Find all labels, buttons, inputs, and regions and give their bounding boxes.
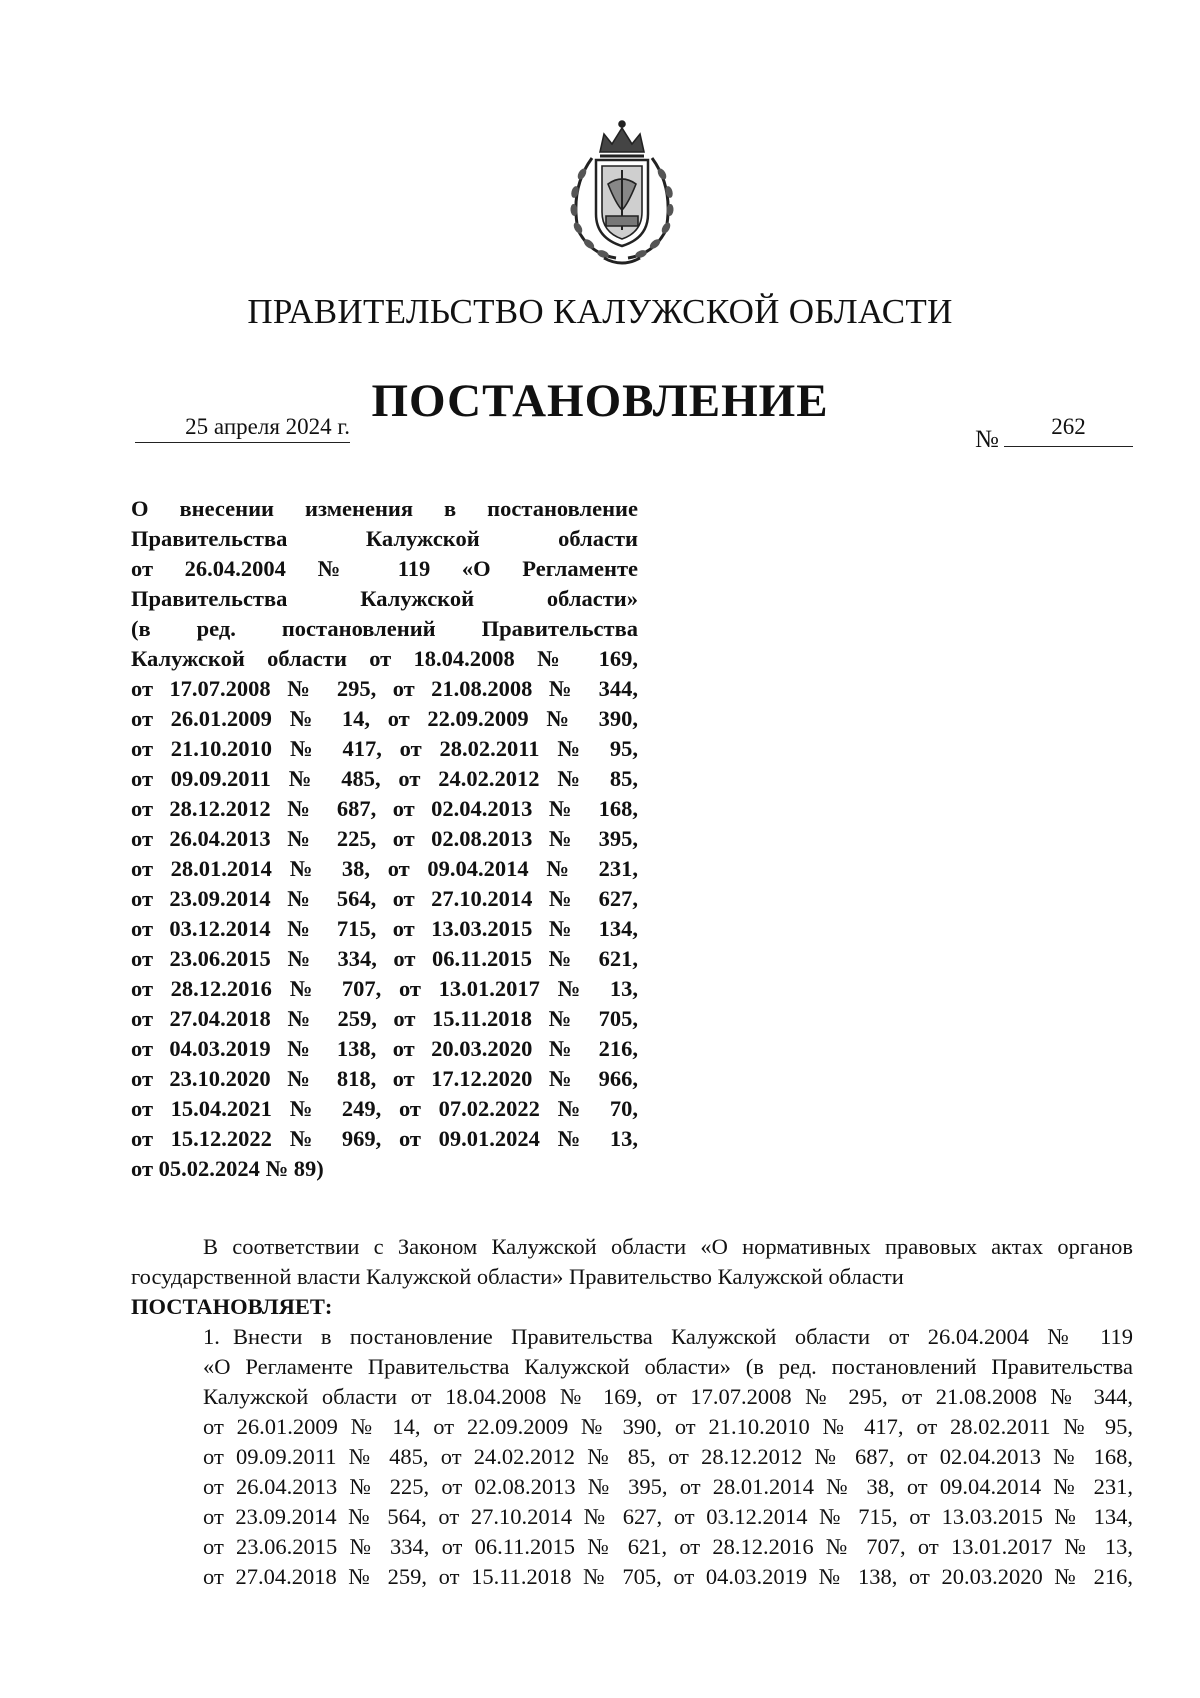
subject-line: Правительства Калужской области»	[131, 586, 638, 611]
subject-line: от 15.12.2022 № 969, от 09.01.2024 № 13,	[131, 1126, 638, 1151]
document-number: 262	[1004, 414, 1133, 447]
item-1-number: 1.	[203, 1324, 220, 1349]
subject-line: от 28.12.2012 № 687, от 02.04.2013 № 168,	[131, 796, 638, 821]
subject-line: от 05.02.2024 № 89)	[131, 1156, 324, 1181]
item-1-line: от 26.04.2013 № 225, от 02.08.2013 № 395, от 28.01.2014 № 38, от 09.04.2014 № 231,	[203, 1474, 1133, 1499]
resolves-heading: ПОСТАНОВЛЯЕТ:	[131, 1294, 333, 1319]
preamble-paragraph	[131, 1232, 1133, 1322]
subject-line: Правительства Калужской области	[131, 526, 638, 551]
document-type-title: ПОСТАНОВЛЕНИЕ	[371, 375, 829, 427]
document-date: 25 апреля 2024 г.	[135, 414, 350, 443]
subject-line: от 28.12.2016 № 707, от 13.01.2017 № 13,	[131, 976, 638, 1001]
subject-line: от 23.06.2015 № 334, от 06.11.2015 № 621,	[131, 946, 638, 971]
item-1-line: от 23.09.2014 № 564, от 27.10.2014 № 627, от 03.12.2014 № 715, от 13.03.2015 № 134,	[203, 1504, 1133, 1529]
item-1-line	[131, 1322, 1133, 1352]
subject-line: от 27.04.2018 № 259, от 15.11.2018 № 705,	[131, 1006, 638, 1031]
subject-line: от 26.04.2004 № 119 «О Регламенте	[131, 556, 638, 581]
subject-line: от 15.04.2021 № 249, от 07.02.2022 № 70,	[131, 1096, 638, 1121]
item-1-text: Внести в постановление Правительства Калужской области от 26.04.2004 № 119	[233, 1324, 1133, 1349]
coat-of-arms-icon	[556, 118, 688, 270]
subject-line: от 26.01.2009 № 14, от 22.09.2009 № 390,	[131, 706, 638, 731]
subject-line: от 26.04.2013 № 225, от 02.08.2013 № 395,	[131, 826, 638, 851]
document-number-label: №	[975, 426, 999, 453]
subject-line: от 17.07.2008 № 295, от 21.08.2008 № 344,	[131, 676, 638, 701]
subject-line: Калужской области от 18.04.2008 № 169,	[131, 646, 638, 671]
item-1-line: от 23.06.2015 № 334, от 06.11.2015 № 621, от 28.12.2016 № 707, от 13.01.2017 № 13,	[203, 1534, 1133, 1559]
item-1-line: «О Регламенте Правительства Калужской области» (в ред. постановлений Правительства	[203, 1354, 1133, 1379]
item-1-line: от 09.09.2011 № 485, от 24.02.2012 № 85, от 28.12.2012 № 687, от 02.04.2013 № 168,	[203, 1444, 1133, 1469]
item-1-paragraph	[131, 1322, 1133, 1592]
subject-line: О внесении изменения в постановление	[131, 496, 638, 521]
subject-line: от 04.03.2019 № 138, от 20.03.2020 № 216,	[131, 1036, 638, 1061]
organization-title: ПРАВИТЕЛЬСТВО КАЛУЖСКОЙ ОБЛАСТИ	[247, 292, 953, 331]
subject-line: от 09.09.2011 № 485, от 24.02.2012 № 85,	[131, 766, 638, 791]
subject-line: (в ред. постановлений Правительства	[131, 616, 638, 641]
item-1-line: от 26.01.2009 № 14, от 22.09.2009 № 390, от 21.10.2010 № 417, от 28.02.2011 № 95,	[203, 1414, 1133, 1439]
subject-line: от 23.09.2014 № 564, от 27.10.2014 № 627,	[131, 886, 638, 911]
subject-line: от 03.12.2014 № 715, от 13.03.2015 № 134,	[131, 916, 638, 941]
subject-line: от 21.10.2010 № 417, от 28.02.2011 № 95,	[131, 736, 638, 761]
subject-line: от 28.01.2014 № 38, от 09.04.2014 № 231,	[131, 856, 638, 881]
preamble-text: В соответствии с Законом Калужской области «О нормативных правовых актах органов государственной власти Калужской области» Правительство Калужской области	[131, 1234, 1133, 1289]
subject-line: от 23.10.2020 № 818, от 17.12.2020 № 966,	[131, 1066, 638, 1091]
item-1-line: от 27.04.2018 № 259, от 15.11.2018 № 705, от 04.03.2019 № 138, от 20.03.2020 № 216,	[203, 1564, 1133, 1589]
item-1-line: Калужской области от 18.04.2008 № 169, от 17.07.2008 № 295, от 21.08.2008 № 344,	[203, 1384, 1133, 1409]
document-subject	[131, 494, 638, 1184]
